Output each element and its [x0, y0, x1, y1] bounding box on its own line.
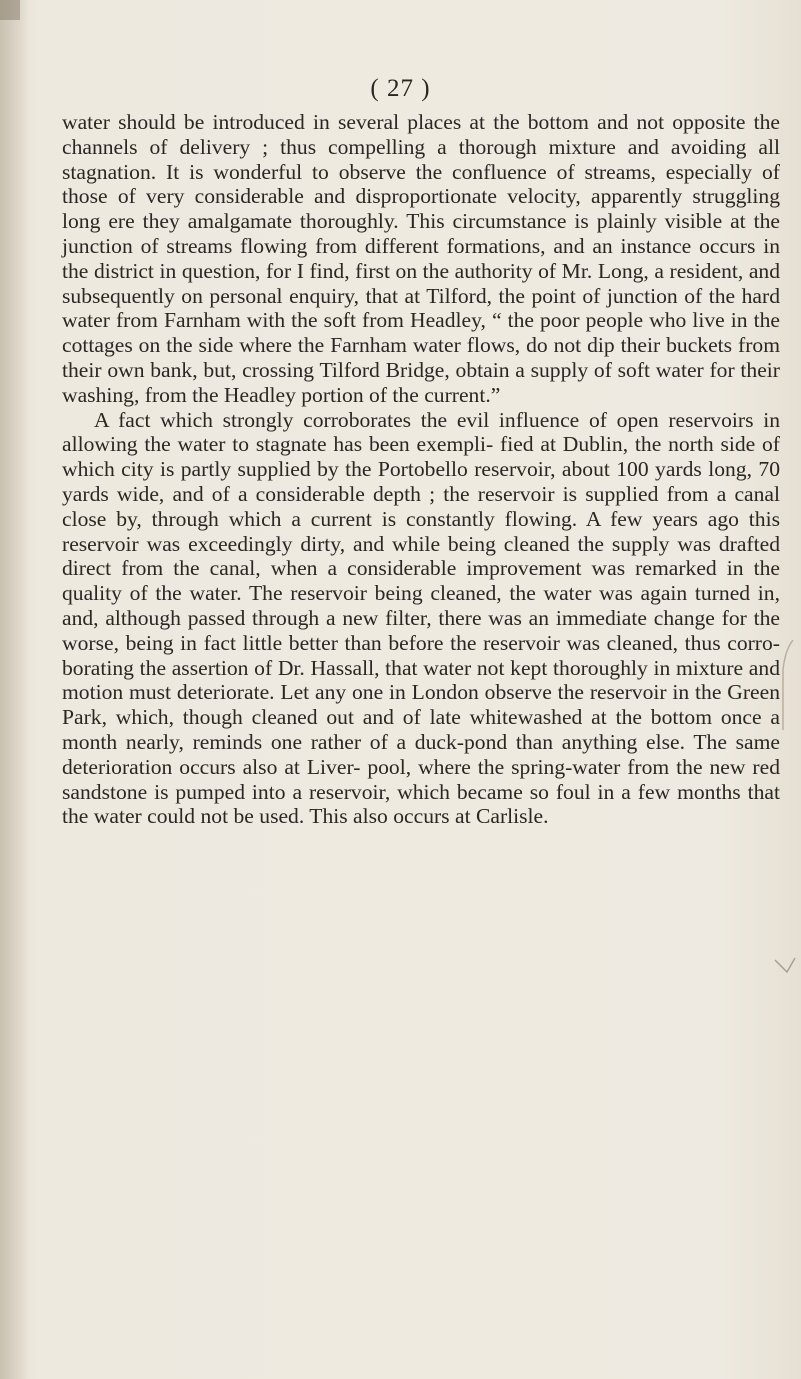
paragraph-2: A fact which strongly corroborates the evil influence of open reservoirs in allowing the water to stagnate has been exempli- fied at Dublin, the north side of which city is partly supplied by the Portobello reservoir, about 100 yards long, 70 yards wide, and of a considerable depth ; the reservoir is supplied from a canal close by, through which a current is constantly flowing. A few years ago this reservoir was exceedingly dirty, and while being cleaned the supply was drafted direct from the canal, when a considerable improvement was remarked in the quality of the water. The reservoir being cleaned, the water was again turned in, and, although passed through a new filter, there was an immediate change for the worse, being in fact little better than before the reservoir was cleaned, thus corro- borating the assertion of Dr. Hassall, that water not kept thoroughly in mixture and motion must deteriorate. Let any one in London observe the reservoir in the Green Park, which, though cleaned out and of late whitewashed at the bottom once a month nearly, reminds one rather of a duck-pond than anything else. The same deterioration occurs also at Liver- pool, where the spring-water from the new red sandstone is pumped into a reservoir, which became so foul in a few months that the water could not be used. This also occurs at Carlisle.	[62, 407, 780, 829]
page-edge-shadow	[0, 0, 30, 1379]
body-text	[62, 110, 780, 829]
margin-marks-graphic	[771, 640, 801, 1040]
margin-pencil-marks	[771, 640, 801, 1040]
page-number: ( 27 )	[370, 75, 431, 102]
paragraph-1: water should be introduced in several places at the bottom and not opposite the channels of delivery ; thus compelling a thorough mixture and avoiding all stagnation. It is wonderful to observe the confluence of streams, especially of those of very considerable and disproportionate velocity, apparently struggling long ere they amalgamate thoroughly. This circumstance is plainly visible at the junction of streams flowing from different formations, and an instance occurs in the district in question, for I find, first on the authority of Mr. Long, a resident, and subsequently on personal enquiry, that at Tilford, the point of junction of the hard water from Farnham with the soft from Headley, “ the poor people who live in the cottages on the side where the Farnham water flows, do not dip their buckets from their own bank, but, crossing Tilford Bridge, obtain a supply of soft water for their washing, from the Headley portion of the current.”	[62, 110, 780, 407]
corner-mark	[0, 0, 20, 20]
